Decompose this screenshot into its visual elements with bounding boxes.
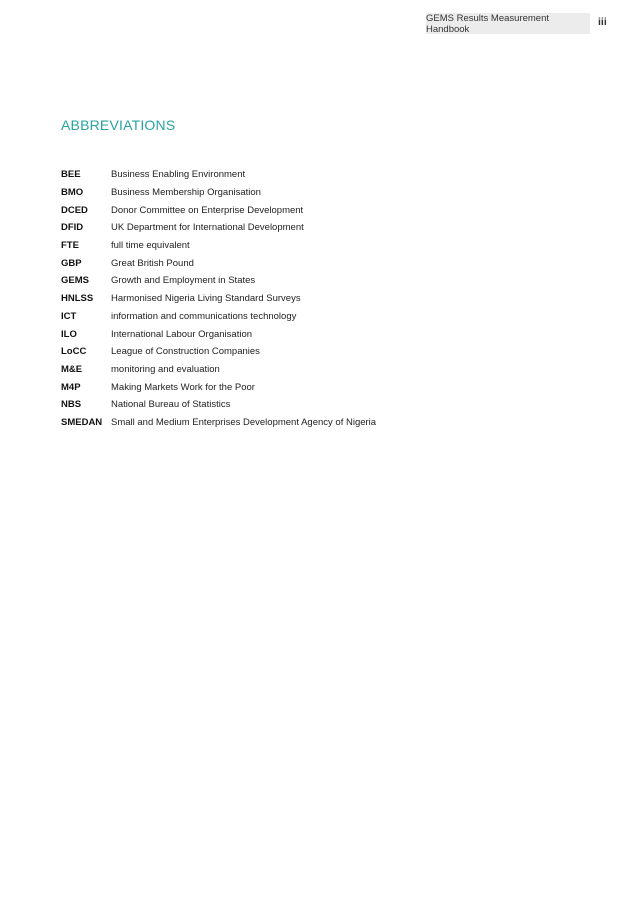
abbreviation-row xyxy=(61,361,376,379)
abbreviation-row xyxy=(61,184,376,202)
abbreviation-row xyxy=(61,166,376,184)
abbreviation-row xyxy=(61,272,376,290)
abbreviation-definition: International Labour Organisation xyxy=(111,328,253,340)
abbreviation-row xyxy=(61,325,376,343)
abbreviation-definition: Donor Committee on Enterprise Development xyxy=(111,204,304,216)
abbreviation-term: FTE xyxy=(61,240,79,252)
abbreviation-term: ICT xyxy=(61,310,77,322)
abbreviation-definition: full time equivalent xyxy=(111,240,190,252)
abbreviation-term: BMO xyxy=(61,187,84,199)
abbreviation-definition: Business Enabling Environment xyxy=(111,169,246,181)
abbreviation-term: ILO xyxy=(61,328,77,340)
abbreviation-row xyxy=(61,219,376,237)
abbreviation-row xyxy=(61,308,376,326)
abbreviation-term: BEE xyxy=(61,169,81,181)
abbreviation-row xyxy=(61,237,376,255)
abbreviation-term: GBP xyxy=(61,257,82,269)
abbreviation-definition: UK Department for International Development xyxy=(111,222,304,234)
abbreviation-definition: Harmonised Nigeria Living Standard Surveys xyxy=(111,293,301,305)
abbreviation-definition: Growth and Employment in States xyxy=(111,275,256,287)
running-header-title: GEMS Results Measurement Handbook xyxy=(426,12,550,35)
abbreviation-term: HNLSS xyxy=(61,293,94,305)
abbreviation-definition: League of Construction Companies xyxy=(111,346,260,358)
abbreviation-row xyxy=(61,201,376,219)
abbreviation-definition: National Bureau of Statistics xyxy=(111,399,231,411)
abbreviation-list xyxy=(61,166,376,431)
abbreviation-definition: Small and Medium Enterprises Development Agency of Nigeria xyxy=(111,416,377,428)
section-title: ABBREVIATIONS xyxy=(61,117,176,133)
abbreviation-term: LoCC xyxy=(61,346,87,358)
abbreviation-row xyxy=(61,254,376,272)
page-number: iii xyxy=(598,16,607,28)
abbreviation-term: M&E xyxy=(61,363,83,375)
abbreviation-term: M4P xyxy=(61,381,81,393)
abbreviation-definition: Making Markets Work for the Poor xyxy=(111,381,255,393)
abbreviation-row xyxy=(61,414,376,432)
abbreviation-definition: information and communications technology xyxy=(111,310,297,322)
abbreviation-row xyxy=(61,290,376,308)
abbreviation-term: DCED xyxy=(61,204,88,216)
running-header xyxy=(426,13,590,34)
abbreviation-row xyxy=(61,343,376,361)
abbreviation-definition: Great British Pound xyxy=(111,257,194,269)
abbreviation-row xyxy=(61,378,376,396)
abbreviation-row xyxy=(61,396,376,414)
abbreviation-term: SMEDAN xyxy=(61,416,103,428)
abbreviation-definition: monitoring and evaluation xyxy=(111,363,220,375)
abbreviation-term: GEMS xyxy=(61,275,89,287)
abbreviation-term: NBS xyxy=(61,399,82,411)
abbreviation-definition: Business Membership Organisation xyxy=(111,187,261,199)
abbreviation-term: DFID xyxy=(61,222,84,234)
